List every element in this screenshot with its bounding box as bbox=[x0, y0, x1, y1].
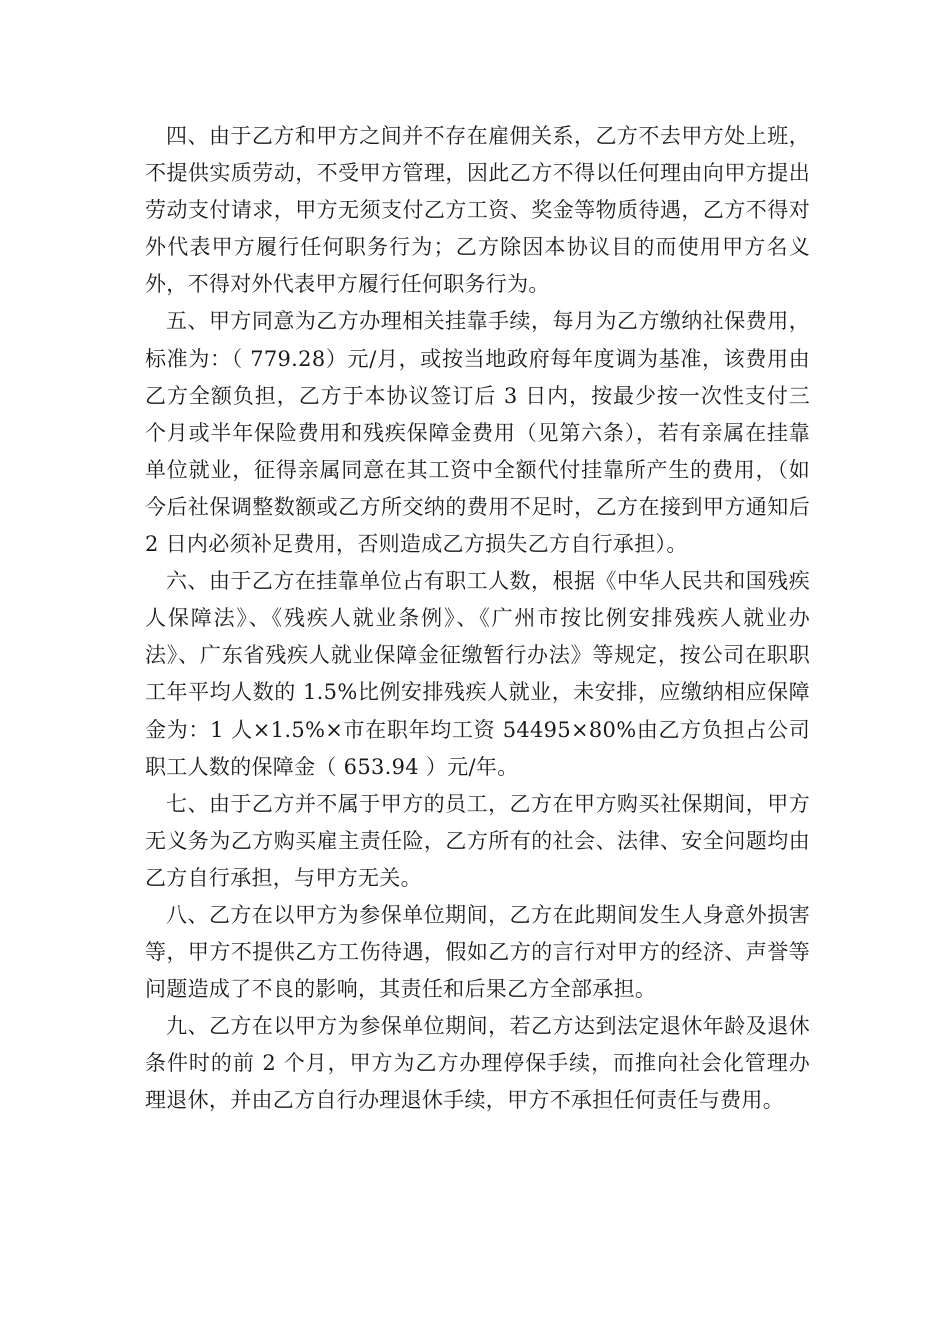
clause-eight: 八、乙方在以甲方为参保单位期间，乙方在此期间发生人身意外损害等，甲方不提供乙方工伤待遇，假如乙方的言行对甲方的经济、声誉等问题造成了不良的影响，其责任和后果乙方全部承担。 bbox=[145, 902, 810, 1002]
clause-six: 六、由于乙方在挂靠单位占有职工人数，根据《中华人民共和国残疾人保障法》、《残疾人就业条例》、《广州市按比例安排残疾人就业办法》、广东省残疾人就业保障金征缴暂行办法》等规定，按公司在职职工年平均人数的 1.5%比例安排残疾人就业，未安排，应缴纳相应保障金为：1 人×1.5%×市在职年均工资 54495×80%由乙方负担占公司职工人数的保障金（ 653.94 ）元/年。 bbox=[145, 569, 810, 779]
clause-five: 五、甲方同意为乙方办理相关挂靠手续，每月为乙方缴纳社保费用，标准为：（ 779.28）元/月，或按当地政府每年度调为基准，该费用由乙方全额负担，乙方于本协议签订后 3 日内，按最少按一次性支付三个月或半年保险费用和残疾保障金费用（见第六条），若有亲属在挂靠单位就业，征得亲属同意在其工资中全额代付挂靠所产生的费用，（如今后社保调整数额或乙方所交纳的费用不足时，乙方在接到甲方通知后 2 日内必须补足费用，否则造成乙方损失乙方自行承担）。 bbox=[145, 309, 810, 557]
clause-seven: 七、由于乙方并不属于甲方的员工，乙方在甲方购买社保期间，甲方无义务为乙方购买雇主责任险，乙方所有的社会、法律、安全问题均由乙方自行承担，与甲方无关。 bbox=[145, 791, 810, 890]
clause-nine: 九、乙方在以甲方为参保单位期间，若乙方达到法定退休年龄及退休条件时的前 2 个月，甲方为乙方办理停保手续，而推向社会化管理办理退休，并由乙方自行办理退休手续，甲方不承担任何责任与费用。 bbox=[145, 1014, 810, 1113]
document-body bbox=[145, 118, 810, 1120]
clause-four: 四、由于乙方和甲方之间并不存在雇佣关系，乙方不去甲方处上班，不提供实质劳动，不受甲方管理，因此乙方不得以任何理由向甲方提出劳动支付请求，甲方无须支付乙方工资、奖金等物质待遇，乙方不得对外代表甲方履行任何职务行为；乙方除因本协议目的而使用甲方名义外，不得对外代表甲方履行任何职务行为。 bbox=[145, 124, 810, 297]
